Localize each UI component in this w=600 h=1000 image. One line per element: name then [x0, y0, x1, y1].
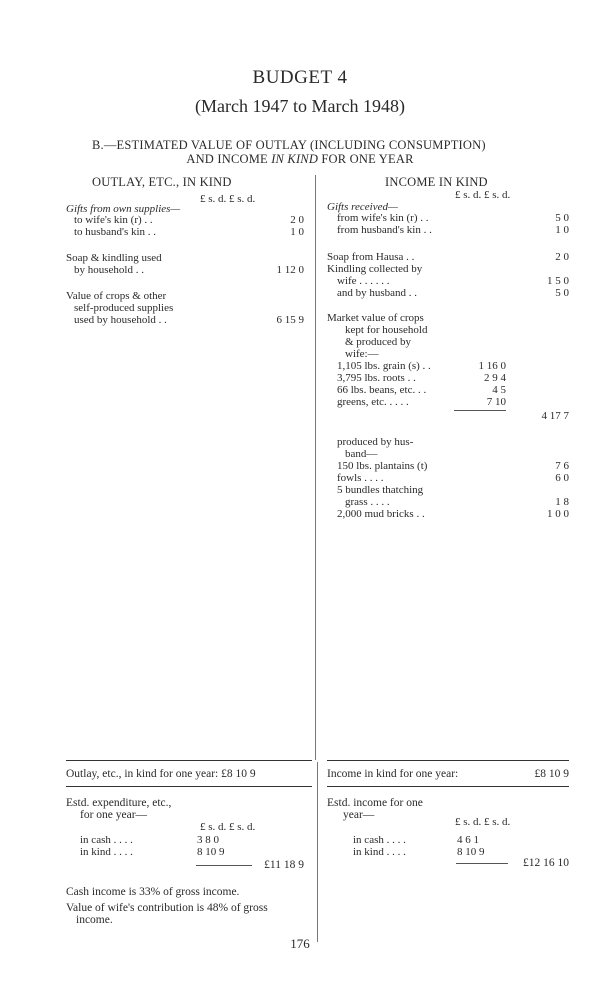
heading-and-income: AND INCOME [186, 152, 268, 166]
estd-expenditure-line1: Estd. expenditure, etc., [66, 797, 172, 809]
summary-rule-left-top [66, 760, 312, 761]
outlay-unit-header: £ s. d. £ s. d. [200, 193, 256, 205]
income-soap-value: 2 0 [555, 251, 569, 263]
summary-left-kind-value: 8 10 9 [197, 846, 225, 858]
summary-rule-right-mid [327, 786, 569, 787]
section-heading-line2 [0, 152, 600, 167]
income-from-husband-value: 1 0 [555, 224, 569, 236]
summary-left-cash-value: 3 8 0 [197, 834, 219, 846]
outlay-column-heading: OUTLAY, ETC., IN KIND [92, 175, 232, 189]
outlay-gift-wife-label: to wife's kin (r) . . [74, 214, 153, 226]
income-wife-total: 4 17 7 [541, 410, 569, 422]
income-roots-label: 3,795 lbs. roots . . [337, 372, 416, 384]
column-divider-top [315, 175, 316, 760]
wife-contribution-note-cont: income. [76, 914, 113, 926]
income-kindling-husband-value: 5 0 [555, 287, 569, 299]
page-title: BUDGET 4 [252, 67, 348, 88]
income-kindling-line3: and by husband . . [337, 287, 418, 299]
income-unit-header: £ s. d. £ s. d. [455, 189, 511, 201]
column-divider-bottom [317, 762, 318, 942]
income-market-line1: Market value of crops [327, 312, 424, 324]
summary-right-unit-header: £ s. d. £ s. d. [455, 816, 511, 828]
outlay-soap-line2: by household . . [74, 264, 144, 276]
income-market-line2: kept for household [345, 324, 428, 336]
summary-right-cash-value: 4 6 1 [457, 834, 479, 846]
outlay-total-line: Outlay, etc., in kind for one year: £8 10 9 [66, 768, 256, 780]
income-plantains-value: 7 6 [555, 460, 569, 472]
summary-right-kind-label: in kind . . . . [353, 846, 406, 858]
summary-left-cash-label: in cash . . . . [80, 834, 133, 846]
outlay-soap-line1: Soap & kindling used [66, 252, 162, 264]
cash-income-note: Cash income is 33% of gross income. [66, 886, 240, 898]
income-from-wife-label: from wife's kin (r) . . [337, 212, 429, 224]
outlay-gift-husband-label: to husband's kin . . [74, 226, 157, 238]
outlay-gift-wife-value: 2 0 [290, 214, 304, 226]
income-total-label: Income in kind for one year: [327, 768, 459, 780]
income-grain-value: 1 16 0 [478, 360, 506, 372]
outlay-crops-line1: Value of crops & other [66, 290, 167, 302]
page-number: 176 [290, 936, 310, 951]
income-greens-value: 7 10 [486, 396, 506, 408]
income-husband-line2: band— [345, 448, 378, 460]
income-from-wife-value: 5 0 [555, 212, 569, 224]
summary-right-total: £12 16 10 [523, 857, 569, 869]
income-market-line3: & produced by [345, 336, 411, 348]
income-from-husband-label: from husband's kin . . [337, 224, 432, 236]
income-market-line4: wife:— [345, 348, 379, 360]
outlay-gifts-title: Gifts from own supplies— [66, 203, 181, 215]
estd-income-line2: year— [343, 809, 375, 821]
wife-contribution-note: Value of wife's contribution is 48% of gross [66, 902, 268, 914]
estd-expenditure-line2: for one year— [80, 809, 148, 821]
income-bundles-line1: 5 bundles thatching [337, 484, 424, 496]
income-bundles-line2: grass . . . . [345, 496, 390, 508]
income-soap-label: Soap from Hausa . . [327, 251, 415, 263]
summary-rule-left-mid [66, 786, 312, 787]
heading-for-one-year: FOR ONE YEAR [321, 152, 414, 166]
income-bricks-value: 1 0 0 [547, 508, 569, 520]
income-roots-value: 2 9 4 [484, 372, 506, 384]
income-kindling-line2: wife . . . . . . [337, 275, 390, 287]
summary-right-kind-value: 8 10 9 [457, 846, 485, 858]
income-bundles-value: 1 8 [555, 496, 569, 508]
income-fowls-value: 6 0 [555, 472, 569, 484]
income-kindling-line1: Kindling collected by [327, 263, 423, 275]
summary-left-unit-header: £ s. d. £ s. d. [200, 821, 256, 833]
page-subtitle: (March 1947 to March 1948) [195, 96, 405, 116]
income-fowls-label: fowls . . . . [337, 472, 384, 484]
income-greens-label: greens, etc. . . . . [337, 396, 409, 408]
section-heading-line1: B.—ESTIMATED VALUE OF OUTLAY (INCLUDING CONSUMPTION) [92, 138, 486, 152]
income-beans-value: 4 5 [492, 384, 506, 396]
outlay-soap-value: 1 12 0 [276, 264, 304, 276]
summary-left-kind-label: in kind . . . . [80, 846, 133, 858]
income-kindling-wife-value: 1 5 0 [547, 275, 569, 287]
summary-right-cash-label: in cash . . . . [353, 834, 406, 846]
income-gifts-title: Gifts received— [327, 201, 398, 213]
income-grain-label: 1,105 lbs. grain (s) . . [337, 360, 431, 372]
income-plantains-label: 150 lbs. plantains (t) [337, 460, 428, 472]
heading-in-kind: IN KIND [271, 152, 319, 166]
income-beans-label: 66 lbs. beans, etc. . . [337, 384, 427, 396]
outlay-crops-line3: used by household . . [74, 314, 167, 326]
income-column-heading: INCOME IN KIND [385, 175, 488, 189]
outlay-crops-line2: self-produced supplies [74, 302, 174, 314]
outlay-gift-husband-value: 1 0 [290, 226, 304, 238]
estd-income-line1: Estd. income for one [327, 797, 423, 809]
income-bricks-label: 2,000 mud bricks . . [337, 508, 425, 520]
income-husband-line1: produced by hus- [337, 436, 414, 448]
summary-rule-right-top [327, 760, 569, 761]
wife-subtotal-rule [454, 410, 506, 411]
summary-left-total: £11 18 9 [264, 859, 304, 871]
income-total-value: £8 10 9 [534, 768, 569, 780]
outlay-crops-value: 6 15 9 [276, 314, 304, 326]
